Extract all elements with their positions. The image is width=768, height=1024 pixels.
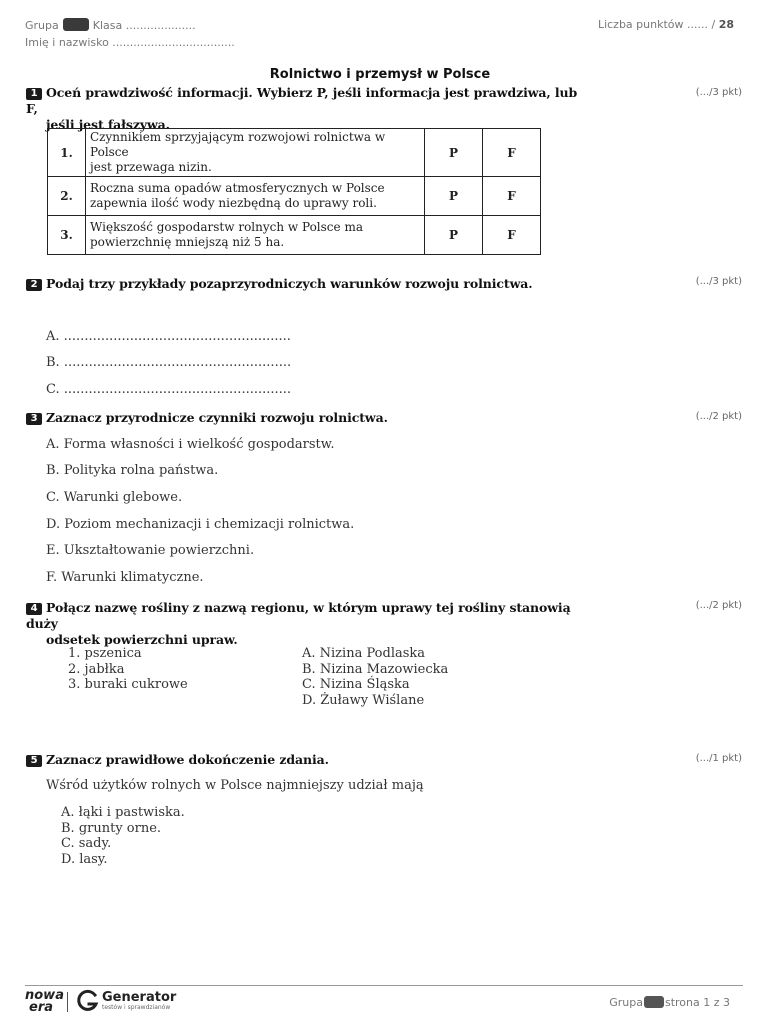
generator-subtitle: testów i sprawdzianów [102,1004,171,1011]
footer-divider [25,985,743,986]
option-f[interactable]: F [483,216,541,255]
question-1-points: (.../3 pkt) [695,87,742,98]
option-f[interactable]: F [483,129,541,177]
question-2-text: Podaj trzy przykłady pozaprzyrodniczych warunków rozwoju rolnictwa. [46,276,533,291]
nowa-era-logo [25,990,64,1014]
statement [86,129,425,177]
question-1 [26,85,586,133]
table-row [48,216,541,255]
plant-item[interactable]: 1. pszenica [68,646,142,661]
statement-line: powierzchnię mniejszą niż 5 ha. [90,235,285,249]
group-badge [63,18,89,31]
question-5 [26,752,626,768]
points-total: 28 [718,18,734,31]
statement [86,177,425,216]
question-4-points: (.../2 pkt) [695,600,742,611]
answer-line-c[interactable]: C. ....................................................... [46,382,292,397]
points-label: Liczba punktów ...... / [597,18,716,31]
question-4-text-line2: odsetek powierzchni upraw. [46,632,238,647]
question-3-text: Zaznacz przyrodnicze czynniki rozwoju rolnictwa. [46,410,388,425]
statement-line: Roczna suma opadów atmosferycznych w Polsce [90,181,385,195]
statement-line: jest przewaga nizin. [90,160,212,174]
option-p[interactable]: P [425,129,483,177]
group-badge [644,996,664,1008]
statement-line: zapewnia ilość wody niezbędną do uprawy roli. [90,196,377,210]
points-summary [598,18,734,31]
question-5-text: Zaznacz prawidłowe dokończenie zdania. [46,752,329,767]
statement-line: Czynnikiem sprzyjającym rozwojowi rolnictwa w Polsce [90,130,386,159]
page-indicator [609,996,730,1009]
region-item[interactable]: C. Nizina Śląska [302,677,410,692]
group-label: Grupa [25,19,59,32]
plants-list [68,646,188,693]
option-d[interactable]: D. Poziom mechanizacji i chemizacji rolnictwa. [46,517,355,532]
footer-separator [67,992,68,1012]
row-number: 3. [48,216,86,255]
page-group-label: Grupa [609,996,643,1009]
option-item[interactable]: D. lasy. [61,851,108,867]
statement-line: Większość gospodarstw rolnych w Polsce ma [90,220,363,234]
question-2 [26,276,626,292]
regions-list [302,646,448,708]
question-number-badge: 5 [26,755,42,767]
page-number: strona 1 z 3 [664,996,730,1009]
row-number: 2. [48,177,86,216]
option-item[interactable]: B. grunty orne. [61,820,162,836]
true-false-table [47,128,541,255]
option-a[interactable]: A. Forma własności i wielkość gospodarstw. [46,437,335,452]
option-p[interactable]: P [425,177,483,216]
option-f[interactable]: F. Warunki klimatyczne. [46,570,204,585]
question-3-points: (.../2 pkt) [695,411,742,422]
question-4 [26,600,606,648]
plant-item[interactable]: 2. jabłka [68,661,125,677]
option-item[interactable]: C. sady. [61,836,112,851]
question-4-text-line1: Połącz nazwę rośliny z nazwą regionu, w którym uprawy tej rośliny stanowią duży [26,600,571,631]
header-group-row [25,18,196,32]
logo-line: era [29,1000,54,1015]
region-item[interactable]: D. Żuławy Wiślane [302,692,425,708]
question-2-points: (.../3 pkt) [695,276,742,287]
question-number-badge: 3 [26,413,42,425]
question-number-badge: 2 [26,279,42,291]
option-e[interactable]: E. Ukształtowanie powierzchni. [46,543,255,558]
statement [86,216,425,255]
question-3 [26,410,626,426]
class-label: Klasa .................... [92,19,196,32]
question-5-options [61,805,185,867]
logo-line: nowa [25,988,64,1003]
name-label: Imię i nazwisko ................................... [25,36,235,49]
page-title: Rolnictwo i przemysł w Polsce [269,67,491,82]
question-number-badge: 4 [26,603,42,615]
table-row [48,129,541,177]
question-5-points: (.../1 pkt) [695,753,742,764]
option-item[interactable]: A. łąki i pastwiska. [61,805,185,820]
row-number: 1. [48,129,86,177]
option-c[interactable]: C. Warunki glebowe. [46,490,183,505]
region-item[interactable]: A. Nizina Podlaska [302,646,426,661]
region-item[interactable]: B. Nizina Mazowiecka [302,661,449,677]
question-1-text-line1: Oceń prawdziwość informacji. Wybierz P, jeśli informacja jest prawdziwa, lub F, [26,85,578,116]
answer-line-b[interactable]: B. ....................................................... [46,355,292,370]
option-p[interactable]: P [425,216,483,255]
question-number-badge: 1 [26,88,42,100]
option-b[interactable]: B. Polityka rolna państwa. [46,463,219,478]
question-5-stem: Wśród użytków rolnych w Polsce najmniejszy udział mają [46,778,424,793]
generator-title: Generator [102,990,177,1005]
table-row [48,177,541,216]
plant-item[interactable]: 3. buraki cukrowe [68,677,188,692]
question-1-text-line2: jeśli jest fałszywa. [46,117,170,132]
generator-logo-icon [76,989,100,1013]
answer-line-a[interactable]: A. ....................................................... [46,329,291,344]
option-f[interactable]: F [483,177,541,216]
